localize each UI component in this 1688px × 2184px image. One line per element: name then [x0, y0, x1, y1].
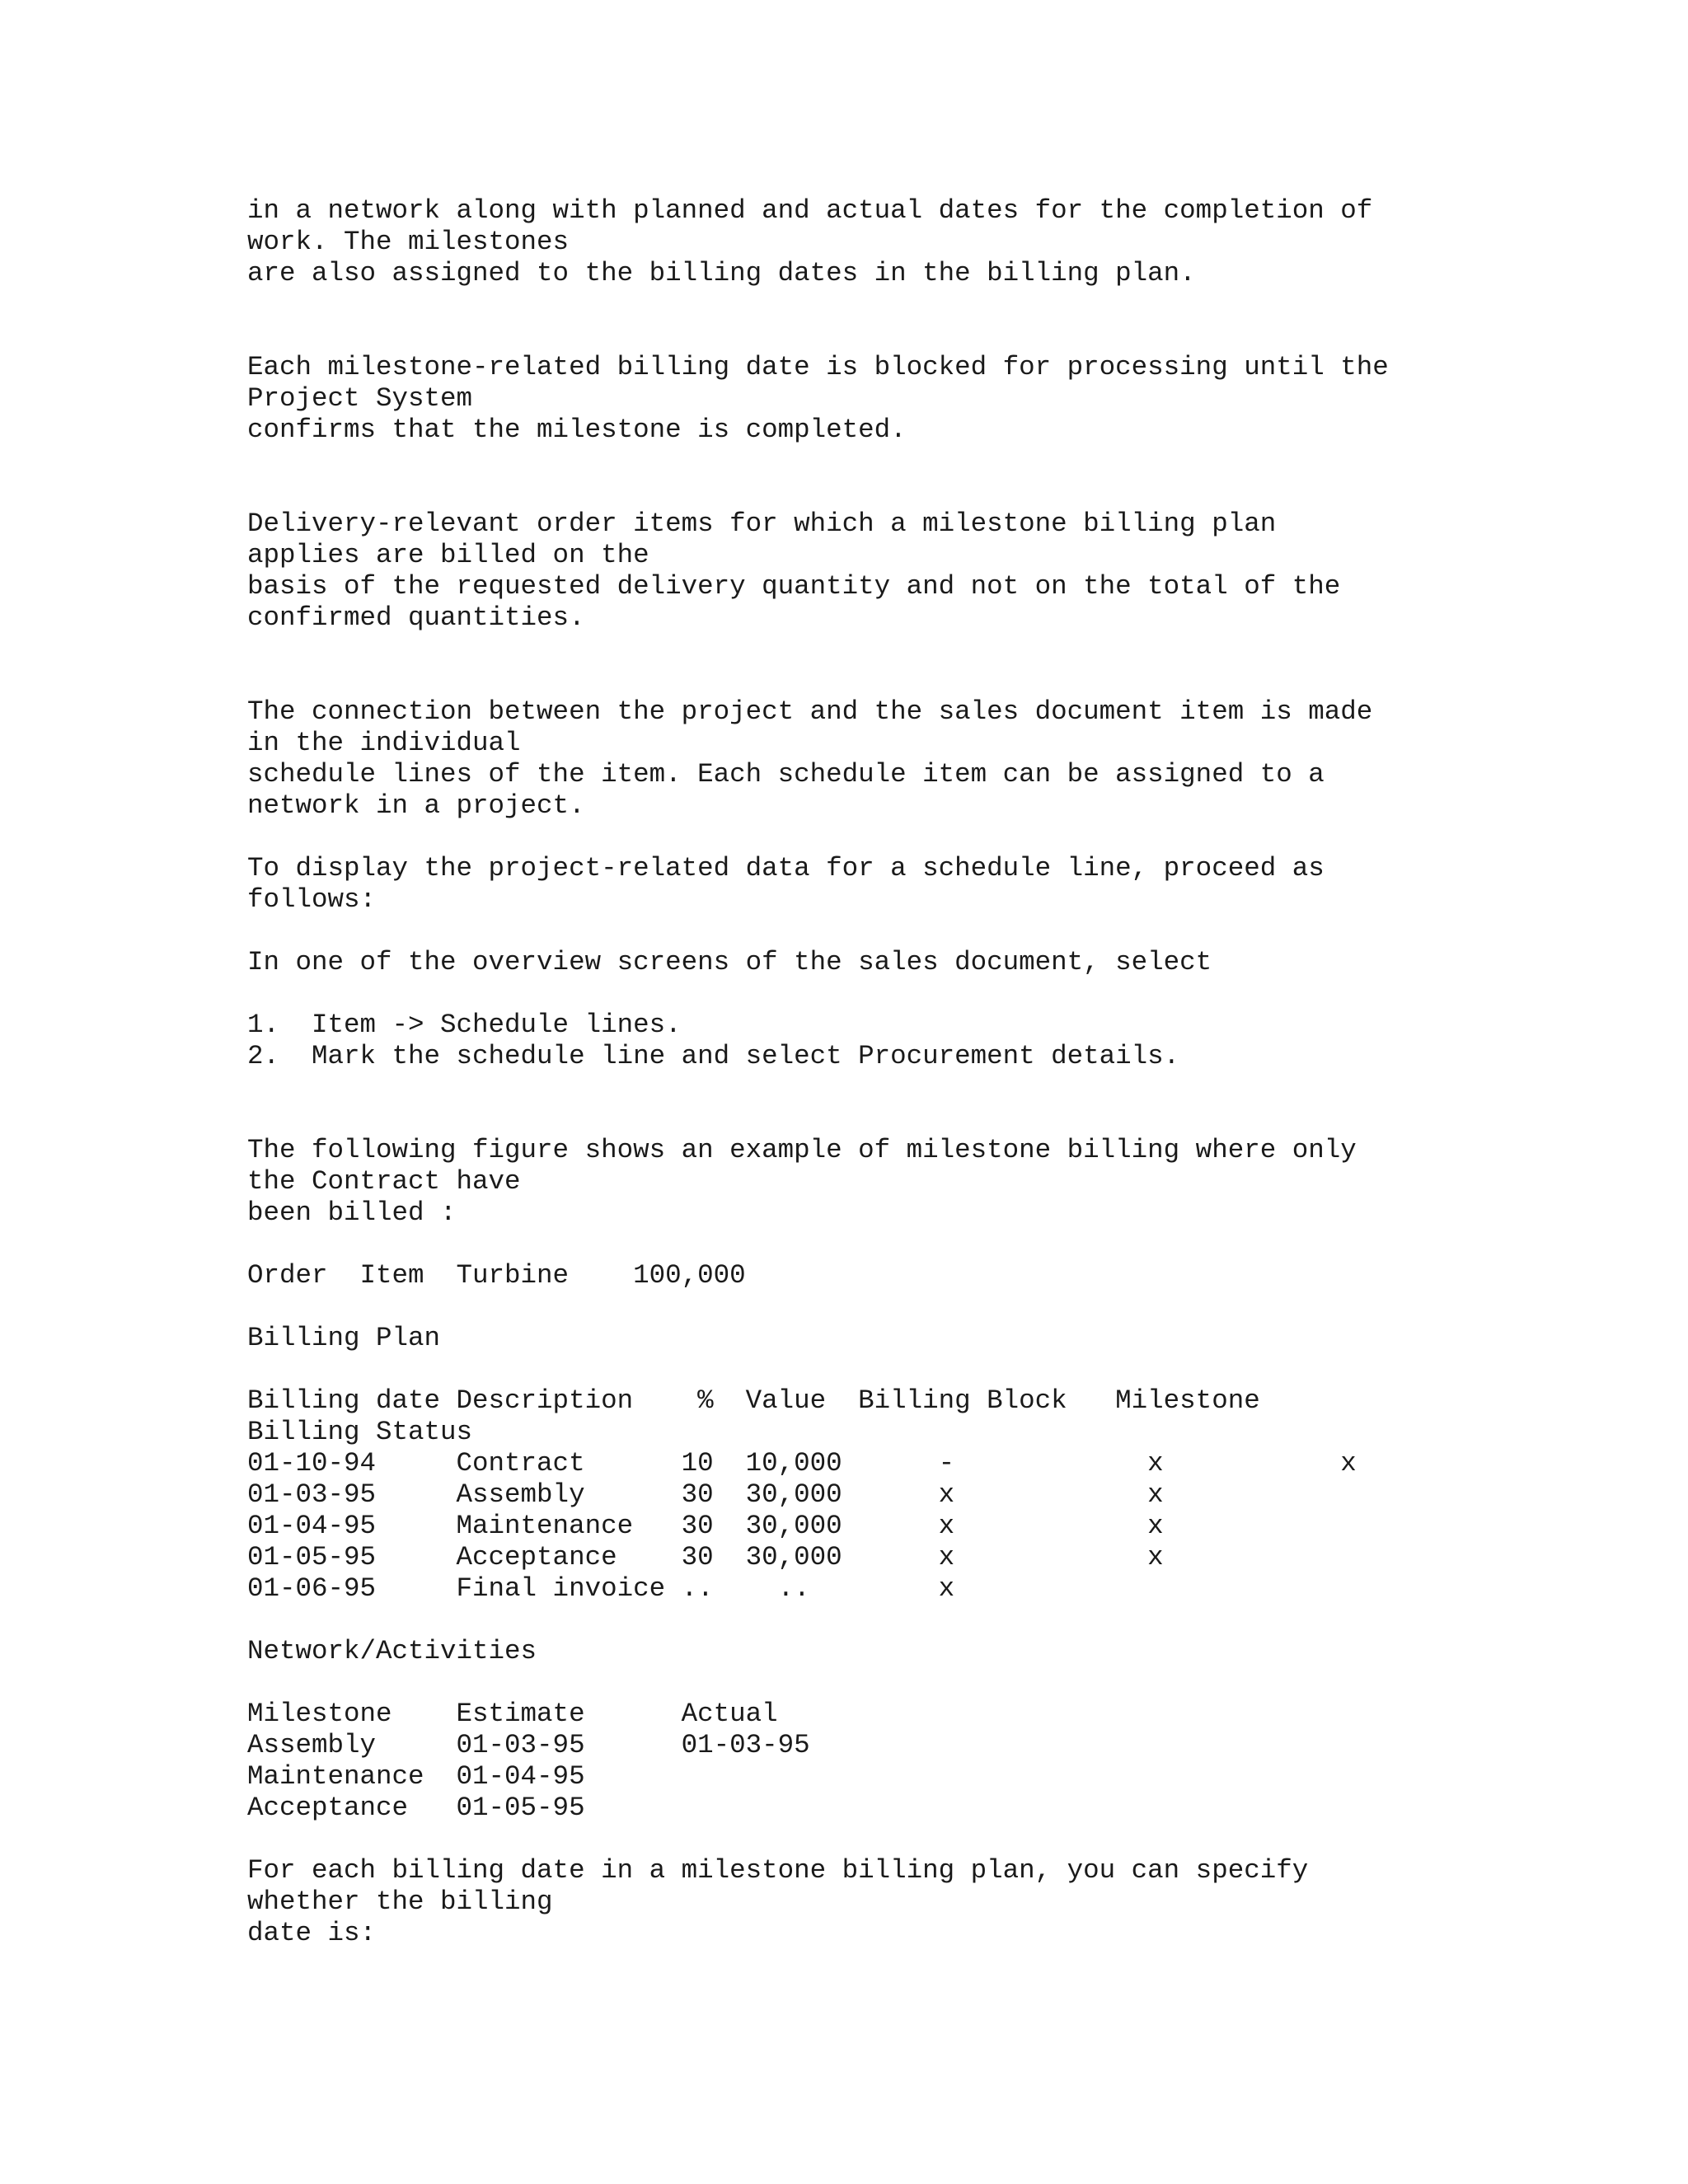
- text-line: To display the project-related data for a schedule line, proceed as: [247, 853, 1325, 883]
- text-line: [247, 446, 1648, 477]
- text-line: [247, 1229, 1648, 1260]
- text-line: 01-03-95 Assembly 30 30,000 x x: [247, 1479, 1164, 1510]
- text-line: 01-10-94 Contract 10 10,000 - x x: [247, 1448, 1357, 1479]
- text-line: Billing Plan: [247, 1323, 441, 1353]
- text-line: confirms that the milestone is completed.: [247, 415, 907, 445]
- text-line: [247, 978, 1648, 1010]
- text-line: applies are billed on the: [247, 540, 649, 570]
- text-line: in a network along with planned and actual dates for the completion of: [247, 195, 1373, 226]
- text-line: Acceptance 01-05-95: [247, 1793, 585, 1823]
- text-line: [247, 1667, 1648, 1699]
- text-line: 01-05-95 Acceptance 30 30,000 x x: [247, 1542, 1164, 1572]
- text-line: [247, 1354, 1648, 1385]
- text-line: 01-06-95 Final invoice .. .. x: [247, 1573, 955, 1604]
- text-line: In one of the overview screens of the sales document, select: [247, 947, 1212, 977]
- text-line: been billed :: [247, 1197, 457, 1228]
- text-line: [247, 1291, 1648, 1323]
- text-line: work. The milestones: [247, 227, 570, 257]
- text-line: Maintenance 01-04-95: [247, 1761, 585, 1792]
- text-line: Each milestone-related billing date is blocked for processing until the: [247, 352, 1389, 382]
- text-line: date is:: [247, 1918, 377, 1948]
- text-line: Network/Activities: [247, 1636, 537, 1666]
- text-line: schedule lines of the item. Each schedule item can be assigned to a: [247, 759, 1325, 790]
- text-line: Order Item Turbine 100,000: [247, 1260, 746, 1291]
- text-line: 01-04-95 Maintenance 30 30,000 x x: [247, 1511, 1164, 1541]
- text-line: Project System: [247, 383, 473, 414]
- text-line: whether the billing: [247, 1886, 553, 1917]
- text-line: network in a project.: [247, 790, 585, 821]
- text-line: The connection between the project and the sales document item is made: [247, 696, 1373, 727]
- text-line: [247, 916, 1648, 947]
- text-line: [247, 634, 1648, 665]
- text-line: [247, 665, 1648, 696]
- text-line: [247, 1824, 1648, 1855]
- text-line: [247, 321, 1648, 352]
- text-line: Assembly 01-03-95 01-03-95: [247, 1730, 810, 1760]
- text-line: Billing date Description % Value Billing Block Milestone: [247, 1385, 1260, 1416]
- text-line: 1. Item -> Schedule lines.: [247, 1010, 682, 1040]
- text-line: For each billing date in a milestone billing plan, you can specify: [247, 1855, 1309, 1886]
- text-line: [247, 1104, 1648, 1135]
- text-line: basis of the requested delivery quantity and not on the total of the: [247, 571, 1341, 602]
- text-line: in the individual: [247, 728, 521, 758]
- document-page: [247, 195, 1648, 1949]
- text-line: [247, 822, 1648, 853]
- text-line: [247, 289, 1648, 321]
- text-line: are also assigned to the billing dates in the billing plan.: [247, 258, 1196, 288]
- text-line: [247, 477, 1648, 509]
- text-line: Billing Status: [247, 1417, 473, 1447]
- text-line: confirmed quantities.: [247, 602, 585, 633]
- text-line: 2. Mark the schedule line and select Procurement details.: [247, 1041, 1180, 1071]
- text-line: [247, 1072, 1648, 1104]
- text-line: The following figure shows an example of milestone billing where only: [247, 1135, 1357, 1165]
- text-line: Milestone Estimate Actual: [247, 1699, 778, 1729]
- text-line: follows:: [247, 884, 377, 915]
- text-line: the Contract have: [247, 1166, 521, 1197]
- text-line: Delivery-relevant order items for which a milestone billing plan: [247, 509, 1277, 539]
- text-line: [247, 1605, 1648, 1636]
